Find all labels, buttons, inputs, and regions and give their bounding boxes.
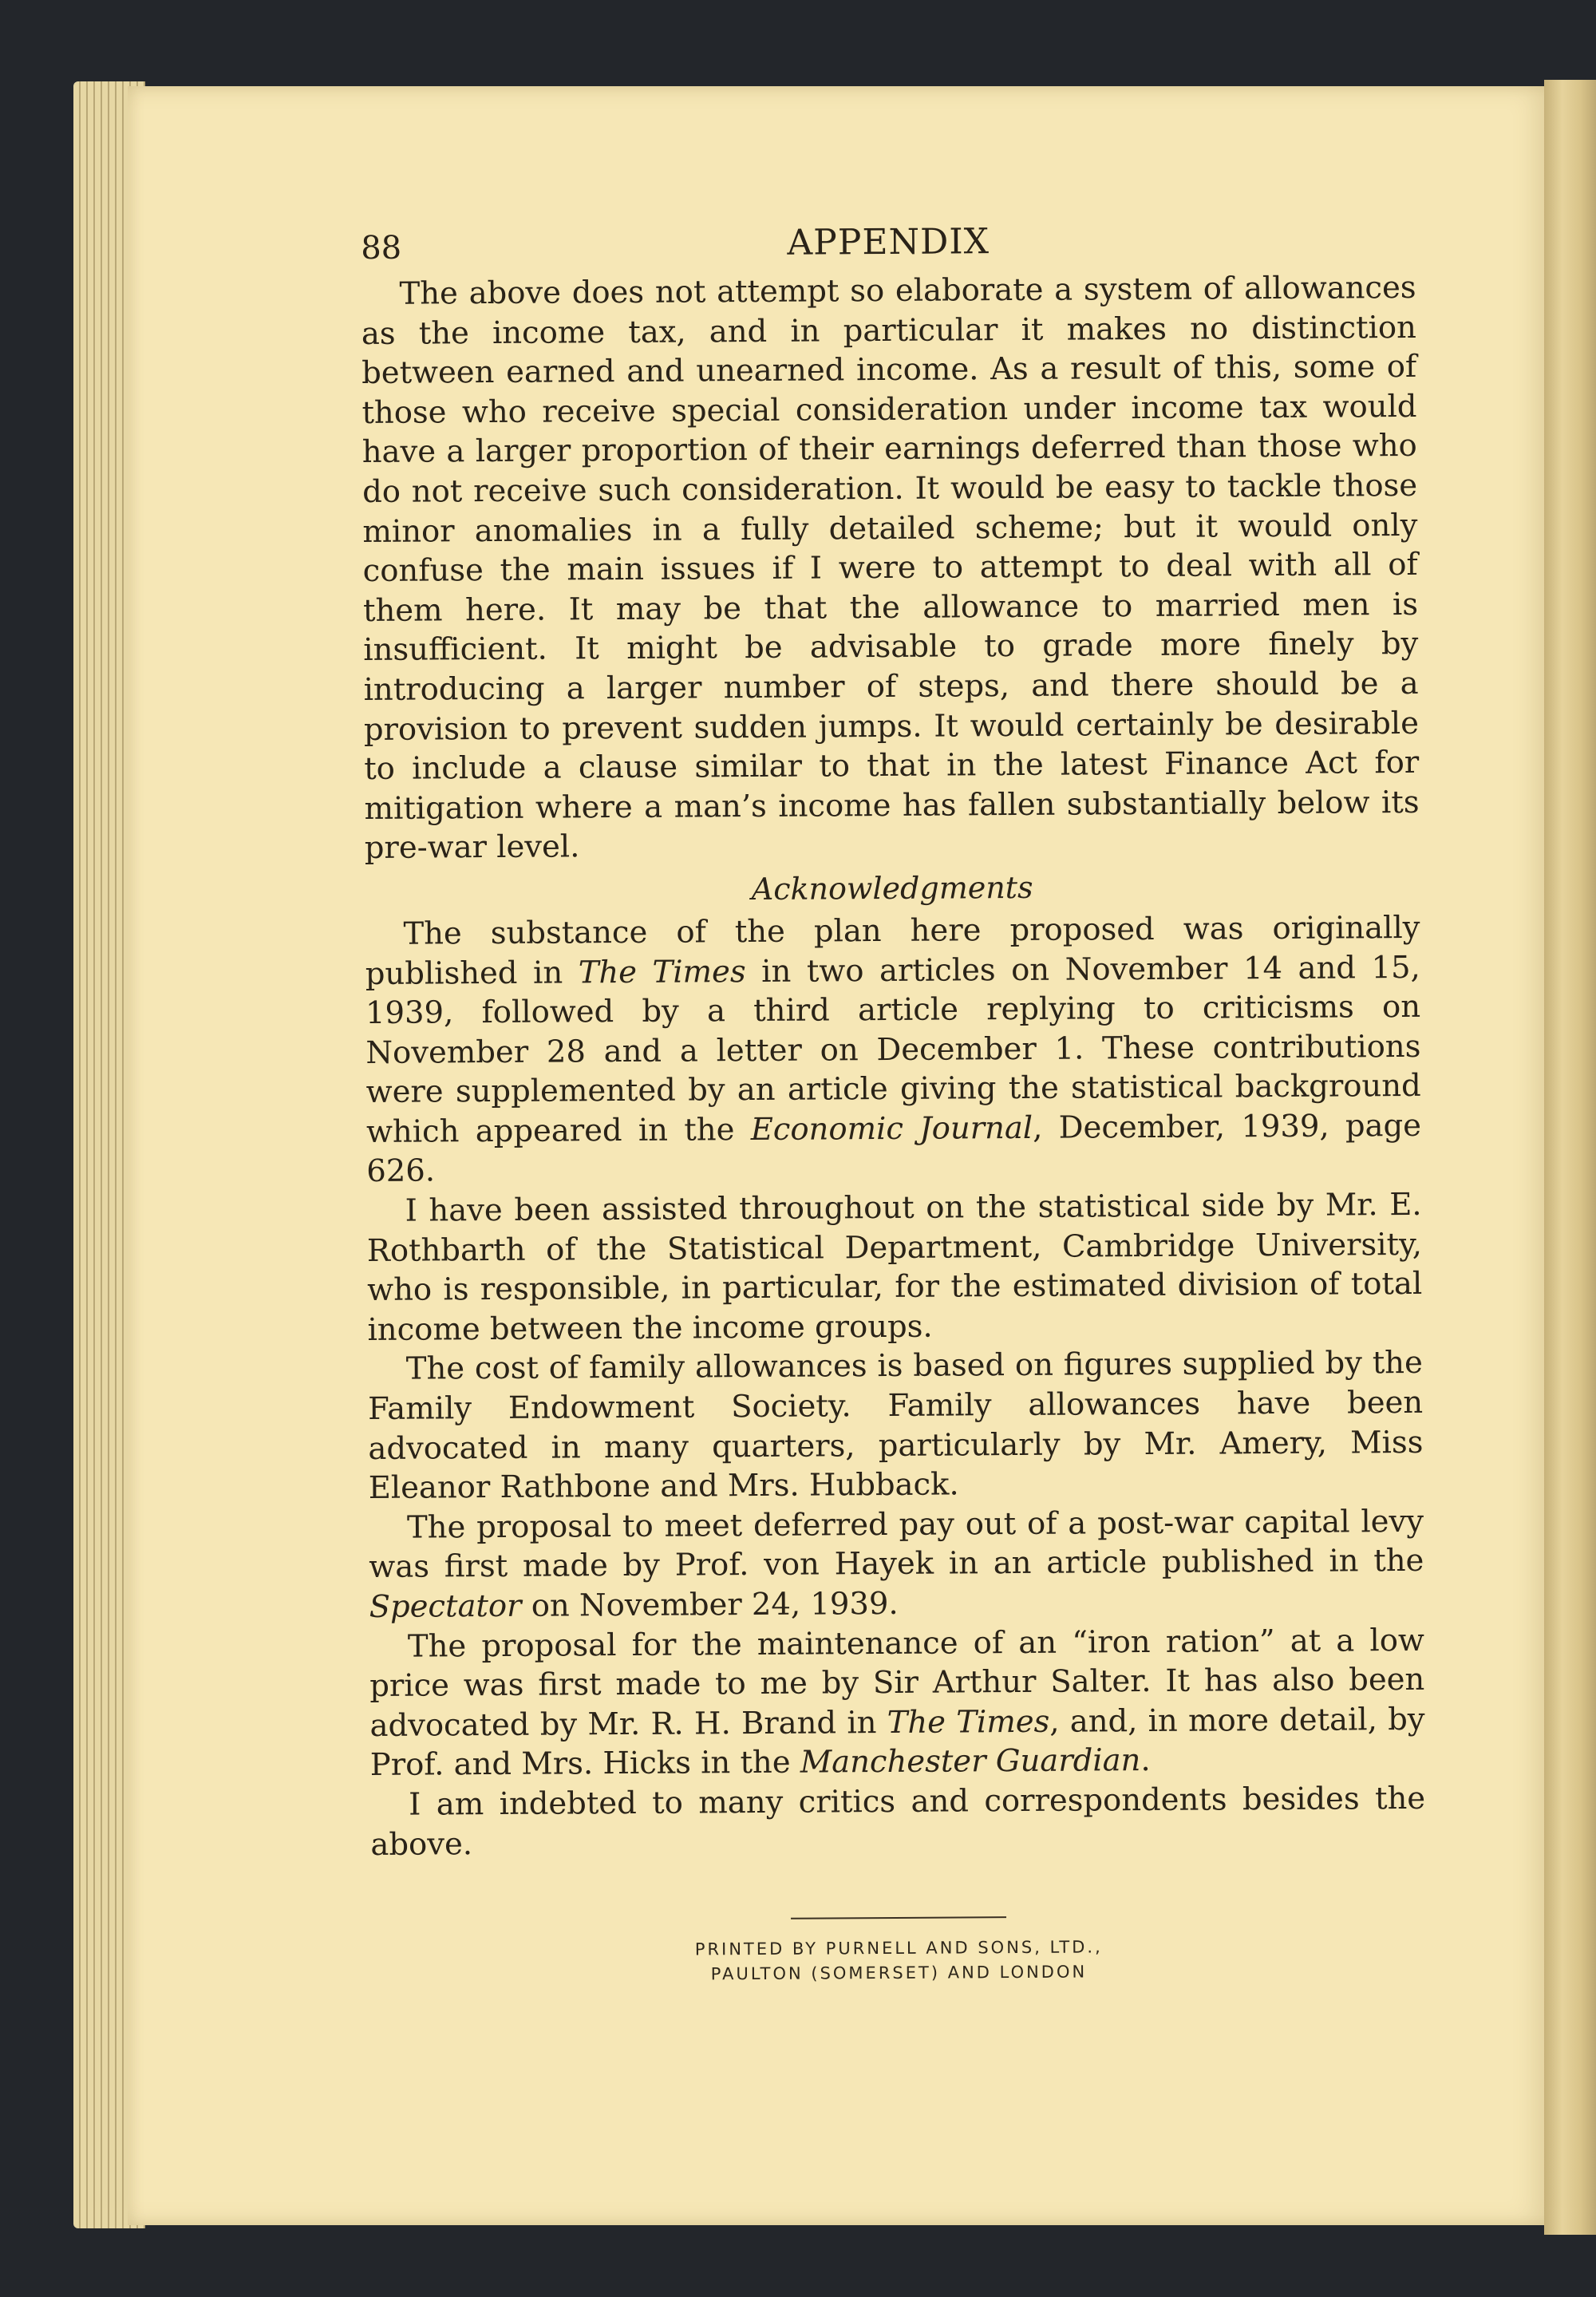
book-gutter [1544, 80, 1596, 2235]
imprint-rule [791, 1916, 1006, 1919]
text-run: The proposal to meet deferred pay out of a post-war capital levy was first made by Prof. von Hayek in an article published in the [369, 1503, 1424, 1586]
imprint-line: PRINTED BY PURNELL AND SONS, LTD., [694, 1937, 1103, 1959]
text-run: . [1140, 1742, 1151, 1779]
text-run: , December, 1939, page 626. [366, 1107, 1422, 1190]
publication-title: Economic Journal [750, 1109, 1033, 1148]
ack-paragraph-3: The cost of family allowances is based on figures supplied by the Family Endowment Society. Family allowances have been advocated in many quarters, particularly by Mr. Amery, Miss Eleanor Rathbone and Mrs. Hubback. [367, 1345, 1424, 1507]
publication-title: Spectator [369, 1587, 522, 1625]
publication-title: The Times [578, 953, 746, 990]
page-number: 88 [361, 229, 402, 267]
text-run: in two articles on November 14 and 15, 1939, followed by a third article replying to criticisms on November 28 and a letter on December 1. These contributions were supplemented by an article giving the statistical background which appeared in the [365, 949, 1421, 1150]
ack-paragraph-6: I am indebted to many critics and correspondents besides the above. [370, 1780, 1426, 1863]
publication-title: Manchester Guardian [800, 1742, 1141, 1781]
publication-title: The Times [887, 1703, 1050, 1741]
page-title: APPENDIX [787, 221, 990, 263]
ack-paragraph-4 [369, 1502, 1424, 1627]
ack-paragraph-5 [369, 1620, 1425, 1785]
text-run: on November 24, 1939. [521, 1585, 899, 1624]
ack-paragraph-1 [365, 908, 1421, 1192]
page-text-block [361, 209, 1427, 1989]
text-run: The proposal for the maintenance of an “iron ration” at a low price was first made to me by Sir Arthur Salter. It has also been advocated by Mr. R. H. Brand in [369, 1622, 1425, 1744]
printer-imprint [371, 1933, 1426, 1989]
body-paragraph: The above does not attempt so elaborate a system of allowances as the income tax, and in particular it makes no distinction between earned and unearned income. As a result of this, some of those who receive special consideration under income tax would have a larger proportion of their earnings deferred than those who do not receive such consideration. It would be easy to tackle those minor anomalies in a fully detailed scheme; but it would only confuse the main issues if I were to attempt to deal with all of them here. It may be that the allowance to married men is insufficient. It might be advisable to grade more finely by introducing a larger number of steps, and there should be a provision to prevent sudden jumps. It would certainly be desirable to include a clause similar to that in the latest Finance Act for mitigation where a man’s income has fallen substantially below its pre-war level. [361, 269, 1420, 867]
text-run: , and, in more detail, by Prof. and Mrs. Hicks in the [369, 1701, 1425, 1784]
running-head [361, 209, 1416, 271]
text-run: The substance of the plan here proposed was originally published in [365, 909, 1420, 992]
ack-paragraph-2: I have been assisted throughout on the statistical side by Mr. E. Rothbarth of the Statistical Department, Cambridge University, who is responsible, in particular, for the estimated division of total income between the income groups. [366, 1186, 1423, 1348]
imprint-line: PAULTON (SOMERSET) AND LONDON [710, 1962, 1088, 1984]
acknowledgments-heading: Acknowledgments [751, 869, 1033, 907]
